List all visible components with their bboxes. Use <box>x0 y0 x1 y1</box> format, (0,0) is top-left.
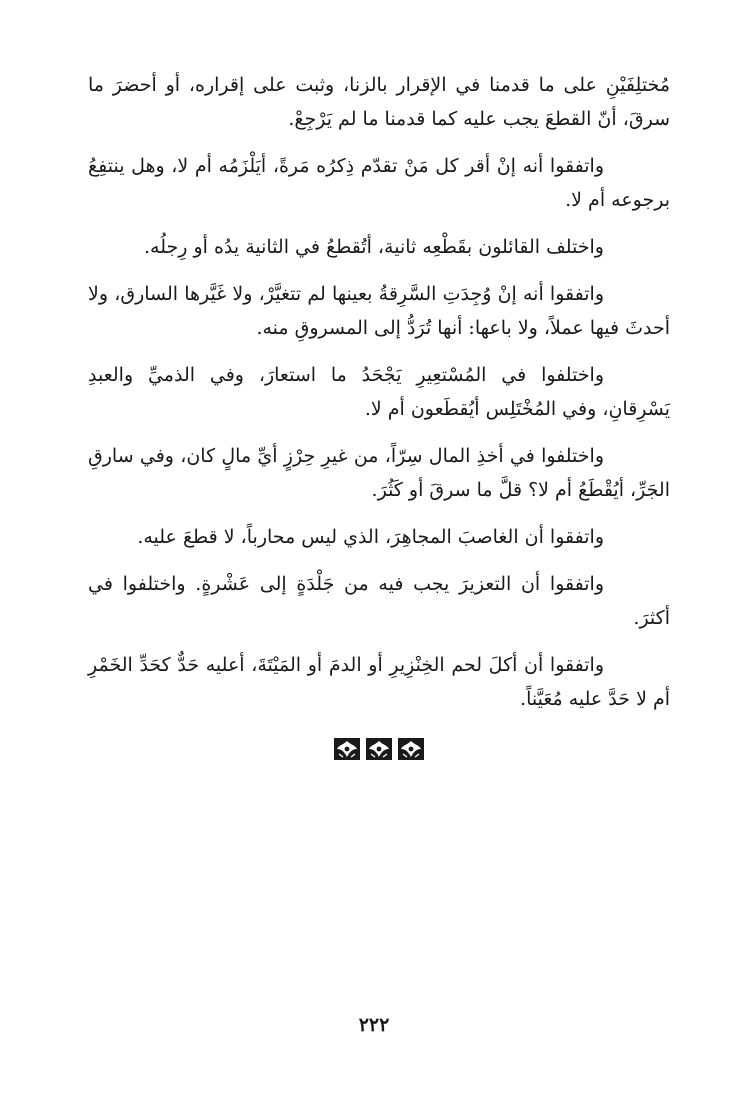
paragraph: مُختلِفَيْنِ على ما قدمنا في الإقرار بالزنا، وثبت على إقراره، أو أحضرَ ما سرقَ، أنّ القطعَ يجب عليه كما قدمنا ما لم يَرْجِعْ. <box>88 74 670 130</box>
paragraph: واتفقوا أن أكلَ لحم الخِنْزِيرِ أو الدمَ أو المَيْتَةَ، أعليه حَدٌّ كحَدِّ الخَمْرِ أم لا حَدَّ عليه مُعَيَّناً. <box>88 654 670 710</box>
paragraph: واتفقوا أن التعزيرَ يجب فيه من جَلْدَةٍ إلى عَشْرةٍ. واختلفوا في أكثرَ. <box>88 573 670 629</box>
section-ornament <box>88 738 670 760</box>
page-number: ٢٢٢ <box>358 1014 390 1036</box>
paragraph: واتفقوا أنه إنْ وُجِدَتِ السَّرِقةُ بعينها لم تتغيَّرْ، ولا غَيَّرها السارق، ولا أحدثَ فيها عملاً، ولا باعها: أنها تُرَدُّ إلى المسروقِ منه. <box>88 283 670 339</box>
floral-ornament-icon <box>366 738 392 760</box>
paragraph: واختلفوا في أخذِ المال سِرّاً، من غيرِ حِرْزٍ أيِّ مالٍ كان، وفي سارقِ الجَرِّ، أيُقْطَعُ أم لا؟ قلَّ ما سرقَ أو كَثُرَ. <box>88 445 670 501</box>
paragraph: واختلف القائلون بقَطْعِه ثانية، أتُقطعُ في الثانية يدُه أو رِجلُه. <box>143 236 604 258</box>
paragraph: واختلفوا في المُسْتعِيرِ يَجْحَدُ ما استعارَ، وفي الذميِّ والعبدِ يَسْرِقانِ، وفي المُخْتَلِس أيُقطَعون أم لا. <box>88 364 670 420</box>
paragraph: واتفقوا أن الغاصبَ المجاهِرَ، الذي ليس محارباً، لا قطعَ عليه. <box>137 526 604 548</box>
floral-ornament-icon <box>398 738 424 760</box>
floral-ornament-icon <box>334 738 360 760</box>
paragraph: واتفقوا أنه إنْ أقر كل مَنْ تقدّم ذِكرُه مَرةً، أيَلْزَمُه أم لا، وهل ينتفِعُ برجوعه أم لا. <box>88 155 670 211</box>
page-body <box>88 68 670 760</box>
